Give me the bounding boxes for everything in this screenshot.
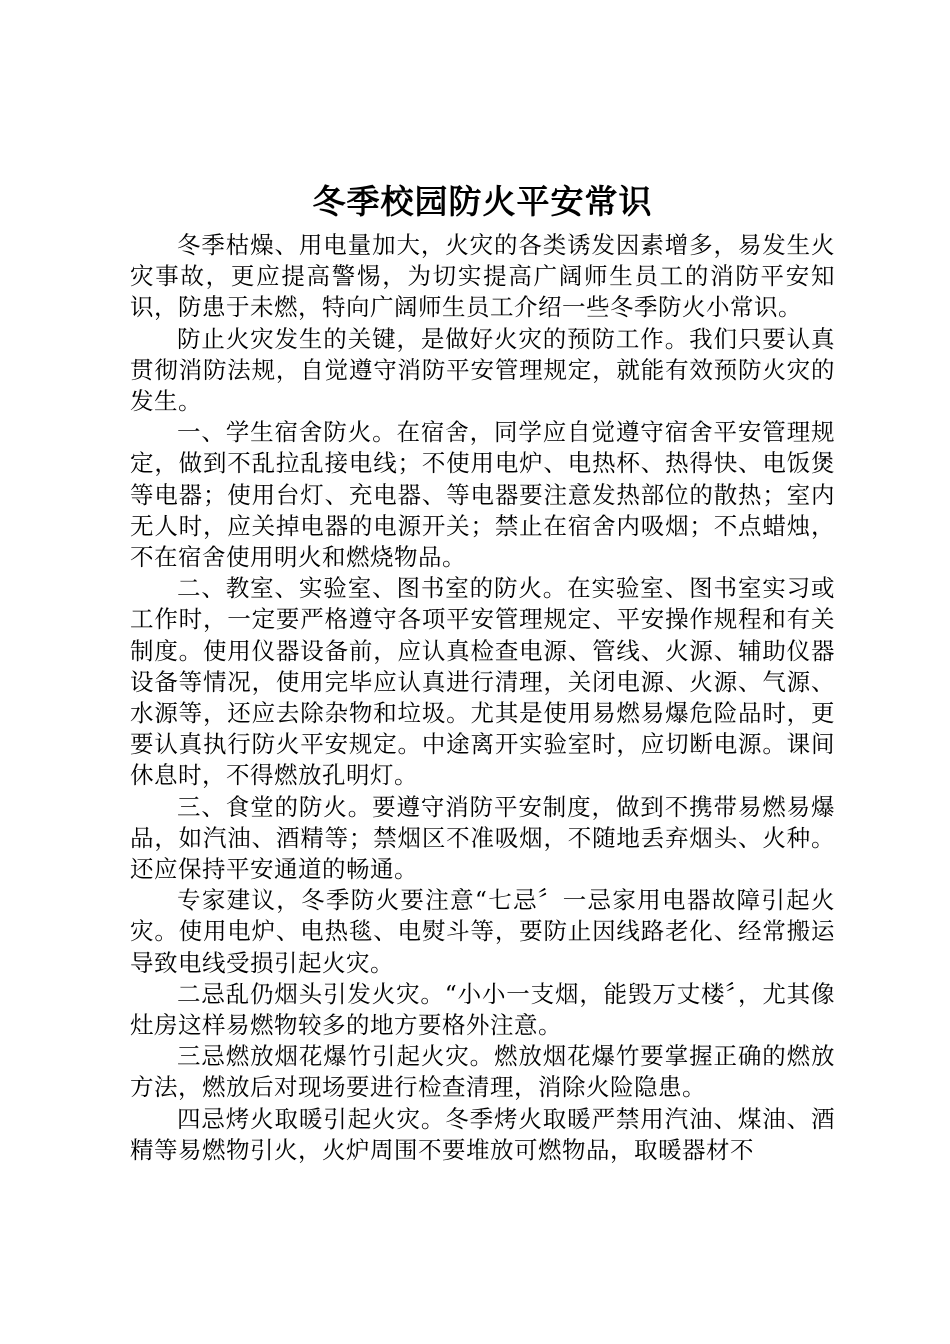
paragraph-taboo-2: 二忌乱仍烟头引发火灾。“小小一支烟，能毁万丈楼〞，尤其像灶房这样易燃物较多的地方要格外注意。 bbox=[130, 979, 835, 1040]
document-page bbox=[130, 180, 835, 1166]
paragraph-taboo-3: 三忌燃放烟花爆竹引起火灾。燃放烟花爆竹要掌握正确的燃放方法，燃放后对现场要进行检查清理，消除火险隐患。 bbox=[130, 1042, 835, 1102]
document-title: 冬季校园防火平安常识 bbox=[312, 182, 653, 221]
paragraph-taboo-4: 四忌烤火取暖引起火灾。冬季烤火取暖严禁用汽油、煤油、酒精等易燃物引火，火炉周围不要堆放可燃物品，取暖器材不 bbox=[130, 1104, 835, 1164]
paragraph-dormitory: 一、学生宿舍防火。在宿舍，同学应自觉遵守宿舍平安管理规定，做到不乱拉乱接电线；不使用电炉、电热杯、热得快、电饭煲等电器；使用台灯、充电器、等电器要注意发热部位的散热；室内无人时，应关掉电器的电源开关；禁止在宿舍内吸烟；不点蜡烛，不在宿舍使用明火和燃烧物品。 bbox=[130, 418, 835, 572]
paragraph-taboo-1: 专家建议，冬季防火要注意“七忌〞一忌家用电器故障引起火灾。使用电炉、电热毯、电熨斗等，要防止因线路老化、经常搬运导致电线受损引起火灾。 bbox=[130, 886, 835, 977]
paragraph-intro: 冬季枯燥、用电量加大，火灾的各类诱发因素增多，易发生火灾事故，更应提高警惕，为切实提高广阔师生员工的消防平安知识，防患于未燃，特向广阔师生员工介绍一些冬季防火小常识。 bbox=[130, 231, 835, 322]
paragraph-classroom-lab: 二、教室、实验室、图书室的防火。在实验室、图书室实习或工作时，一定要严格遵守各项平安管理规定、平安操作规程和有关制度。使用仪器设备前，应认真检查电源、管线、火源、辅助仪器设备等情况，使用完毕应认真进行清理，关闭电源、火源、气源、水源等，还应去除杂物和垃圾。尤其是使用易燃易爆危险品时，更要认真执行防火平安规定。中途离开实验室时，应切断电源。课间休息时，不得燃放孔明灯。 bbox=[130, 574, 835, 790]
paragraph-canteen: 三、食堂的防火。要遵守消防平安制度，做到不携带易燃易爆品，如汽油、酒精等；禁烟区不准吸烟，不随地丢弃烟头、火种。还应保持平安通道的畅通。 bbox=[130, 792, 835, 884]
paragraph-prevention: 防止火灾发生的关键，是做好火灾的预防工作。我们只要认真贯彻消防法规，自觉遵守消防平安管理规定，就能有效预防火灾的发生。 bbox=[130, 324, 835, 416]
